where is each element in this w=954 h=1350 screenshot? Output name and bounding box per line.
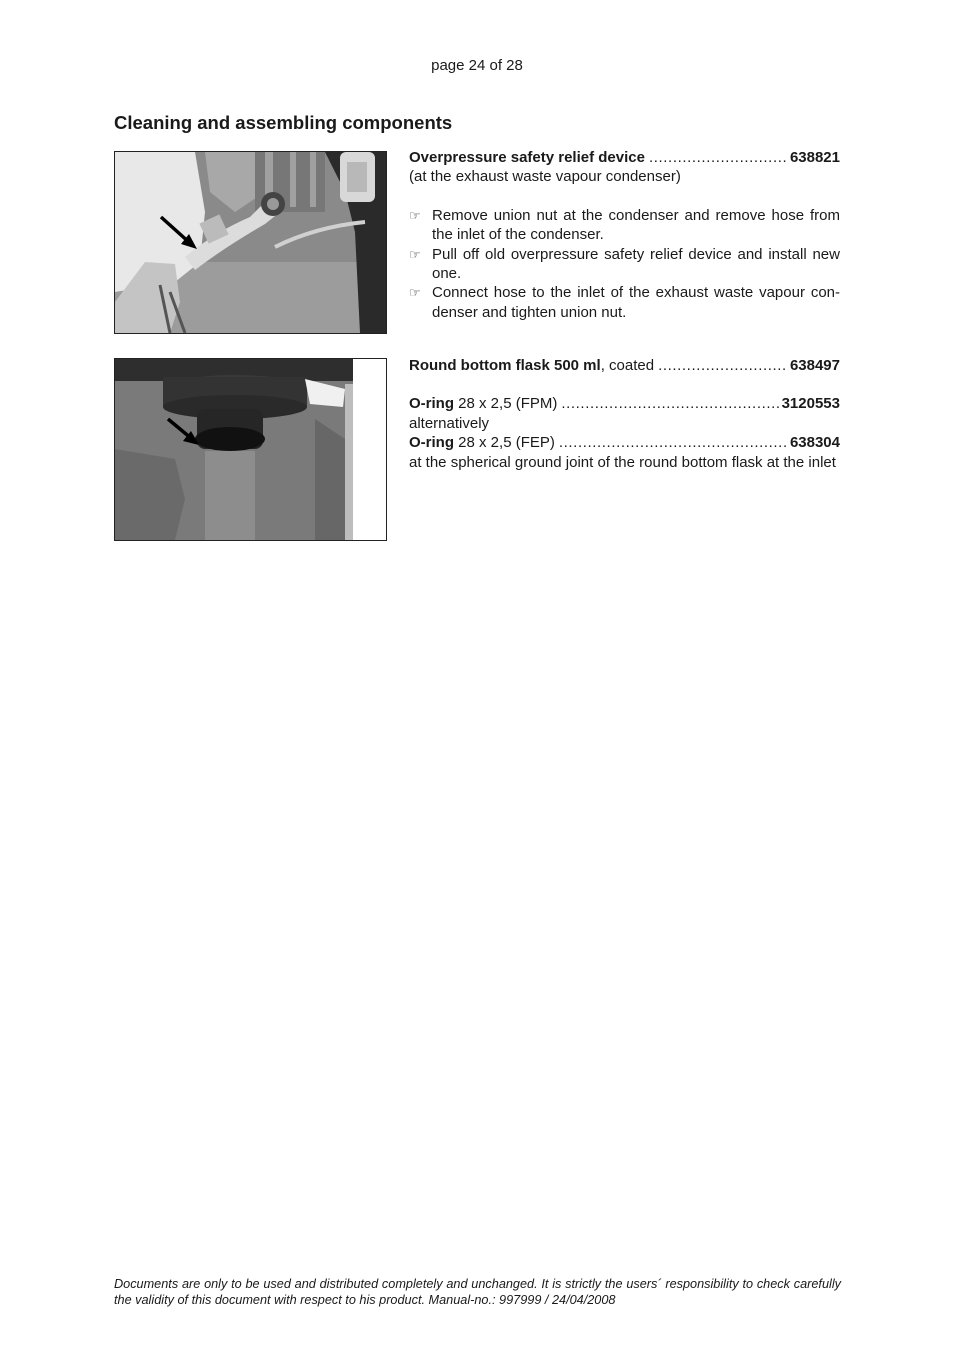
photo-overpressure-device (114, 151, 387, 334)
list-item: ☞ Pull off old overpressure safety relief device and install new one. (409, 245, 840, 283)
oring-fep-name: O-ring (409, 434, 454, 452)
flask-part-number: 638497 (789, 357, 840, 374)
list-item: ☞ Connect hose to the inlet of the exhaust waste vapour con-denser and tighten union nut. (409, 284, 840, 321)
page-number: page 24 of 28 (431, 57, 523, 74)
pointing-hand-icon: ☞ (409, 207, 421, 223)
pointing-hand-icon: ☞ (409, 285, 421, 301)
oring-fpm-number: 3120553 (781, 395, 840, 413)
section-title: Cleaning and assembling components (114, 112, 453, 133)
oring-fpm-line (409, 394, 840, 413)
oring-fep-spec: 28 x 2,5 (FEP) (454, 434, 555, 452)
overpressure-part-line (409, 148, 840, 167)
oring-note: at the spherical ground joint of the round bottom flask at the inlet (409, 453, 836, 471)
footer-disclaimer: Documents are only to be used and distributed completely and unchanged. It is strictly the users´ responsibility to check carefully the validity of this document with respect to his product. Manual-no.: 997999 / 24/04/2008 (114, 1277, 841, 1307)
photo-flask-oring (114, 358, 387, 541)
overpressure-steps (409, 206, 840, 322)
flask-part-line (409, 356, 840, 375)
oring-fpm-spec: 28 x 2,5 (FPM) (454, 395, 558, 413)
list-item: ☞ Remove union nut at the condenser and remove hose from the inlet of the condenser. (409, 206, 840, 244)
alternatively-text: alternatively (409, 414, 490, 432)
overpressure-part-name: Overpressure safety relief device (409, 149, 645, 166)
overpressure-part-number: 638821 (789, 149, 840, 166)
flask-part-suffix: , coated (600, 357, 655, 374)
pointing-hand-icon: ☞ (409, 246, 421, 262)
oring-fep-line (409, 433, 840, 452)
flask-part-name: Round bottom flask 500 ml (409, 357, 601, 374)
oring-fep-number: 638304 (789, 434, 840, 452)
overpressure-subtitle: (at the exhaust waste vapour condenser) (409, 168, 681, 186)
oring-fpm-name: O-ring (409, 395, 454, 413)
